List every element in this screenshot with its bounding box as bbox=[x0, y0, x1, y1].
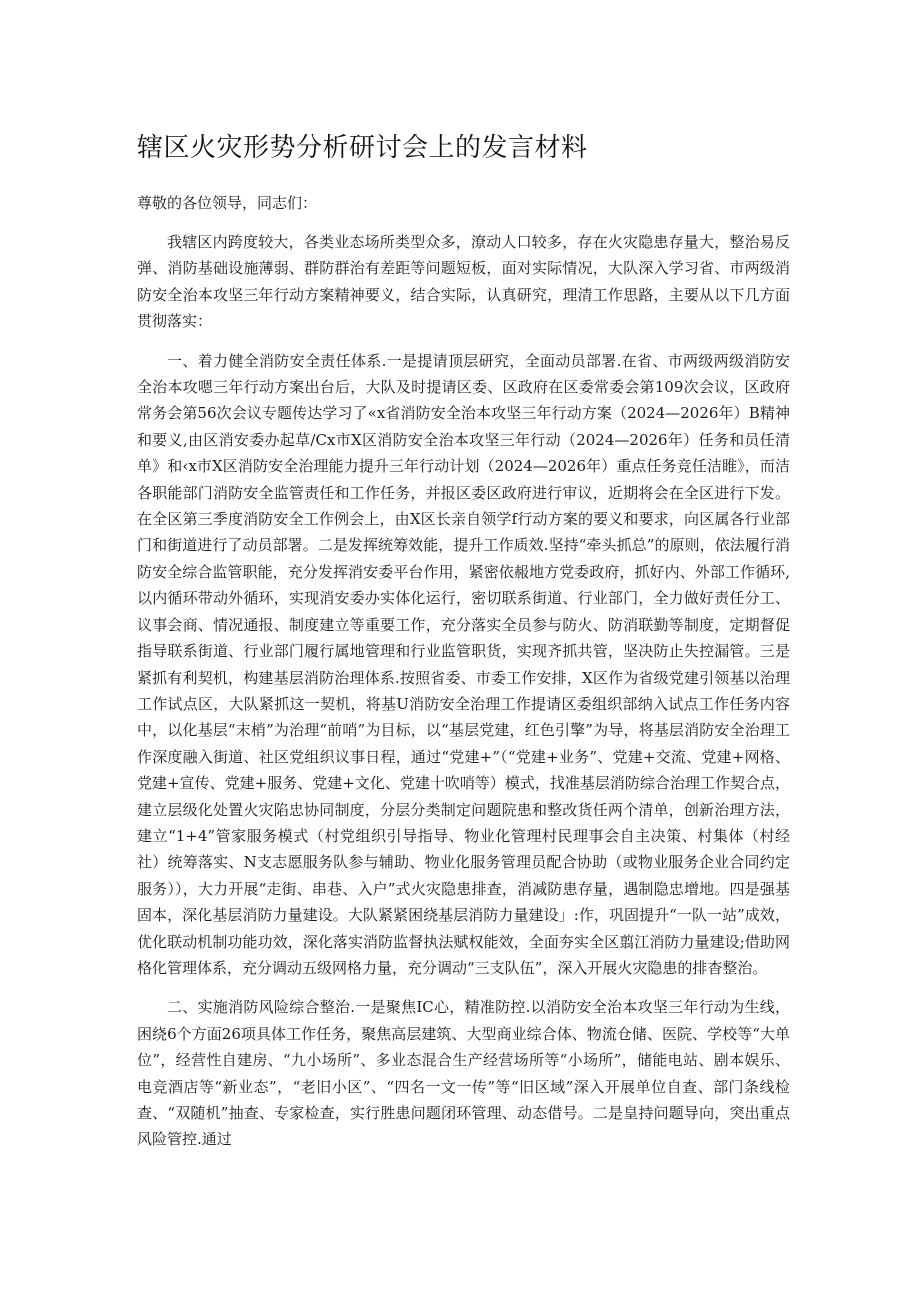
salutation: 尊敬的各位领导，同志们： bbox=[137, 194, 318, 212]
document-title: 辖区火灾形势分析研讨会上的发言材料 bbox=[137, 133, 588, 163]
paragraph-intro: 我辖区内跨度较大，各类业态场所类型众多，潦动人口较多，存在火灾隐患存量大，整治易反弹、消防基础设施薄弱、群防群治有差距等问题短板，面对实际情况，大队深入学习省、市两级消防安全治本攻坚三年行动方案精神要义，结合实际，认真研究，理清工作思路，主要从以下几方面贯彻落实： bbox=[137, 233, 790, 331]
paragraph-section-two: 二、实施消防风险综合整治.一是聚焦IC心，精准防控.以消防安全治本攻坚三年行动为生线，困绕6个方面26项具体工作任务，聚焦高层建筑、大型商业综合体、物流仓储、医院、学校等“大单位”，经营性自建房、“九小场所”、多业态混合生产经营场所等“小场所”，储能电站、剧本娱乐、电竞酒店等“新业态”，“老旧小区”、“四名一文一传”等“旧区域”深入开展单位自查、部门条线检查、“双随机”抽查、专家检查，实行胜患问题闭环管理、动态借号。二是皇持问题导向，突出重点风险管控.通过 bbox=[137, 998, 790, 1149]
paragraph-section-one: 一、着力健全消防安全责任体系.一是提请顶层研究，全面动员部署.在省、市两级两级消防安全治本攻嗯三年行动方案出台后，大队及时提请区委、区政府在区委常委会第109次会议，区政府常务会第56次会议专题传达学习了«x省消防安全治本攻坚三年行动方案（2024—2026年）B精神和要义,由区消安委办起草/Cx市X区消防安全治本攻坚三年行动（2024—2026年）任务和员任清单》和‹x市X区消防安全治理能力提升三年行动计划（2024—2026年）重点任务竞任洁睢》，而洁各职能部门消防安全监管责任和工作任务，并报区委区政府进行审议，近期将会在全区进行下发。在全区第三季度消防安全工作例会上，由X区长亲自领学f行动方案的要义和要求，向区属各行业部门和街道进行了动员部署。二是发挥统筹效能，提升工作质效.坚持“牵头抓总”的原则，依法履行消防安全综合监管职能，充分发挥消安委平台作用，紧密依赧地方党委政府，抓好内、外部工作循环,以内循环带动外循环，实现消安委办实体化运行，密切联系街道、行业部门，全力做好责任分工、议事会商、情况通报、制度建立等重要工作，充分落实全员参与防火、防消联勤等制度，定期督促指导联系街道、行业部门履行属地管理和行业监管职货，实现齐抓共管，坚决防止失控漏管。三是紧抓有利契机，构建基层消防治理体系.按照省委、市委工作安排，X区作为省级党建引领基以治理工作试点区，大队紧抓这一契机，将基U消防安全治理工作提请区委组织部纳入试点工作任务内容中，以化基层“末梢”为治理“前哨”为目标，以“基层党建，红色引擎”为导，将基层消防安全治理工作深度融入街道、社区党组织议事日程，通过“党建+”（“党建+业务”、党建+交流、党建+网格、党建+宣传、党建+服务、党建+文化、党建十吹哨等）模式，找准基层消防综合治理工作契合点，建立层级化处置火灾陷忠协同制度，分层分类制定问题院患和整改货任两个清单，创新治理方法，建立“1+4”管家服务模式（村党组织引导指导、物业化管理村民理事会自主决策、村集体（村经社）统筹落实、N支志愿服务队参与辅助、物业化服务管理员配合协助（或物业服务企业合同约定服务）），大力开展“走街、串巷、入户”式火灾隐患排查，消减防患存量，遇制隐忠增地。四是强基固本，深化基层消防力量建设。大队紧紧困绕基层消防力量建设」:作，巩固提升“一队一站”成效，优化联动机制功能功效，深化落实消防监督执法赋权能效，全面夯实全区翦江消防力量建设;借助网格化管理体系，充分调动五级网格力量，充分调动“三支队伍”，深入开展火灾隐患的排杳整治。 bbox=[137, 351, 790, 977]
document-page bbox=[137, 128, 790, 1166]
